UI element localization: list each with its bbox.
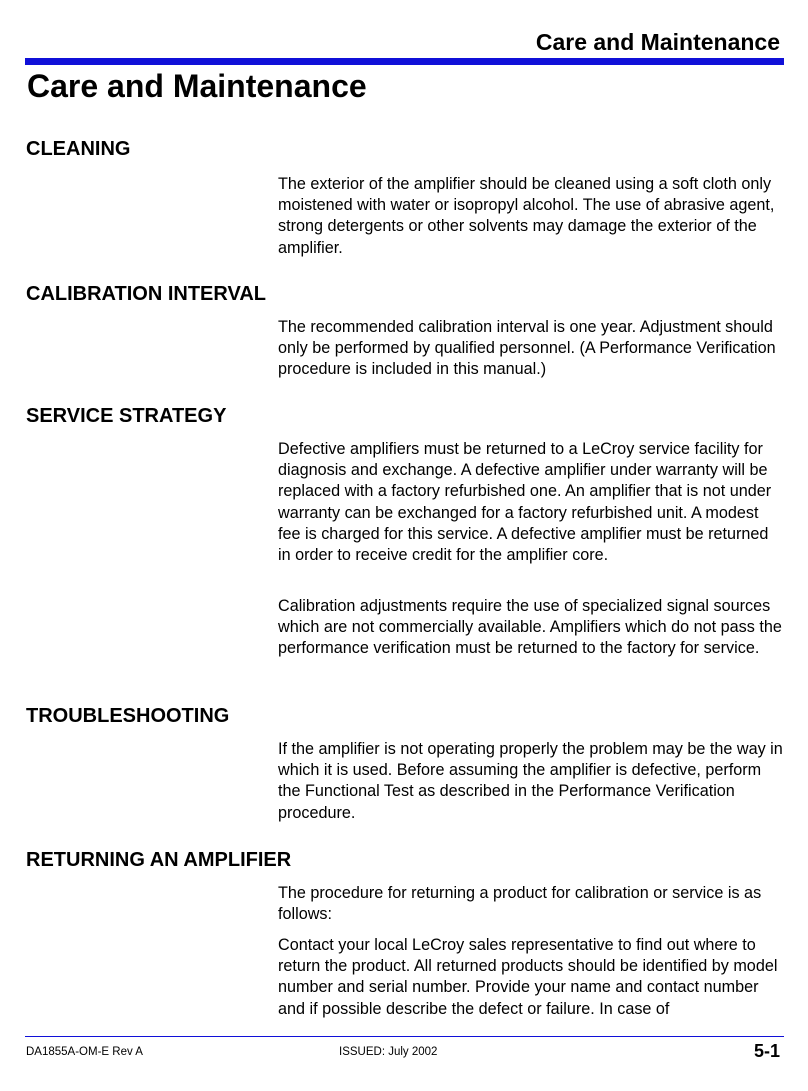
paragraph: The exterior of the amplifier should be cleaned using a soft cloth only moistened with water or isopropyl alcohol. The use of abrasive agent, strong detergents or other solvents may damage the exterior of the amplifier.: [278, 175, 775, 257]
section-heading: TROUBLESHOOTING: [26, 705, 230, 727]
section-heading: CALIBRATION INTERVAL: [26, 283, 266, 305]
paragraph: Defective amplifiers must be returned to a LeCroy service facility for diagnosis and exchange. A defective amplifier under warranty will be replaced with a factory refurbished one. An amplifier that is not under warranty can be exchanged for a factory refurbished unit. A modest fee is charged for this service. A defective amplifier must be returned in order to receive credit for the amplifier core.: [278, 440, 772, 565]
section-heading: SERVICE STRATEGY: [26, 405, 227, 427]
section-heading: CLEANING: [26, 138, 131, 160]
paragraph: Calibration adjustments require the use of specialized signal sources which are not commercially available. Amplifiers which do not pass the performance verification must be returned to the factory for service.: [278, 597, 782, 658]
footer-issued-date: ISSUED: July 2002: [339, 1046, 438, 1058]
paragraph: If the amplifier is not operating properly the problem may be the way in which it is used. Before assuming the amplifier is defective, perform the Functional Test as described in the Performance Verification procedure.: [278, 740, 783, 822]
page-title: Care and Maintenance: [27, 68, 367, 104]
footer-rule: [25, 1036, 784, 1037]
paragraph: The recommended calibration interval is one year. Adjustment should only be performed by qualified personnel. (A Performance Verification procedure is included in this manual.): [278, 318, 776, 379]
section-heading: RETURNING AN AMPLIFIER: [26, 849, 292, 871]
paragraph: Contact your local LeCroy sales representative to find out where to return the product. All returned products should be identified by model number and serial number. Provide your name and contact number and if possible describe the defect or failure. In case of: [278, 936, 778, 1018]
running-header: Care and Maintenance: [535, 29, 780, 55]
footer-doc-id: DA1855A-OM-E Rev A: [26, 1046, 143, 1058]
page-number: 5-1: [753, 1041, 780, 1061]
header-rule: [25, 58, 784, 65]
paragraph: The procedure for returning a product for calibration or service is as follows:: [278, 884, 762, 924]
